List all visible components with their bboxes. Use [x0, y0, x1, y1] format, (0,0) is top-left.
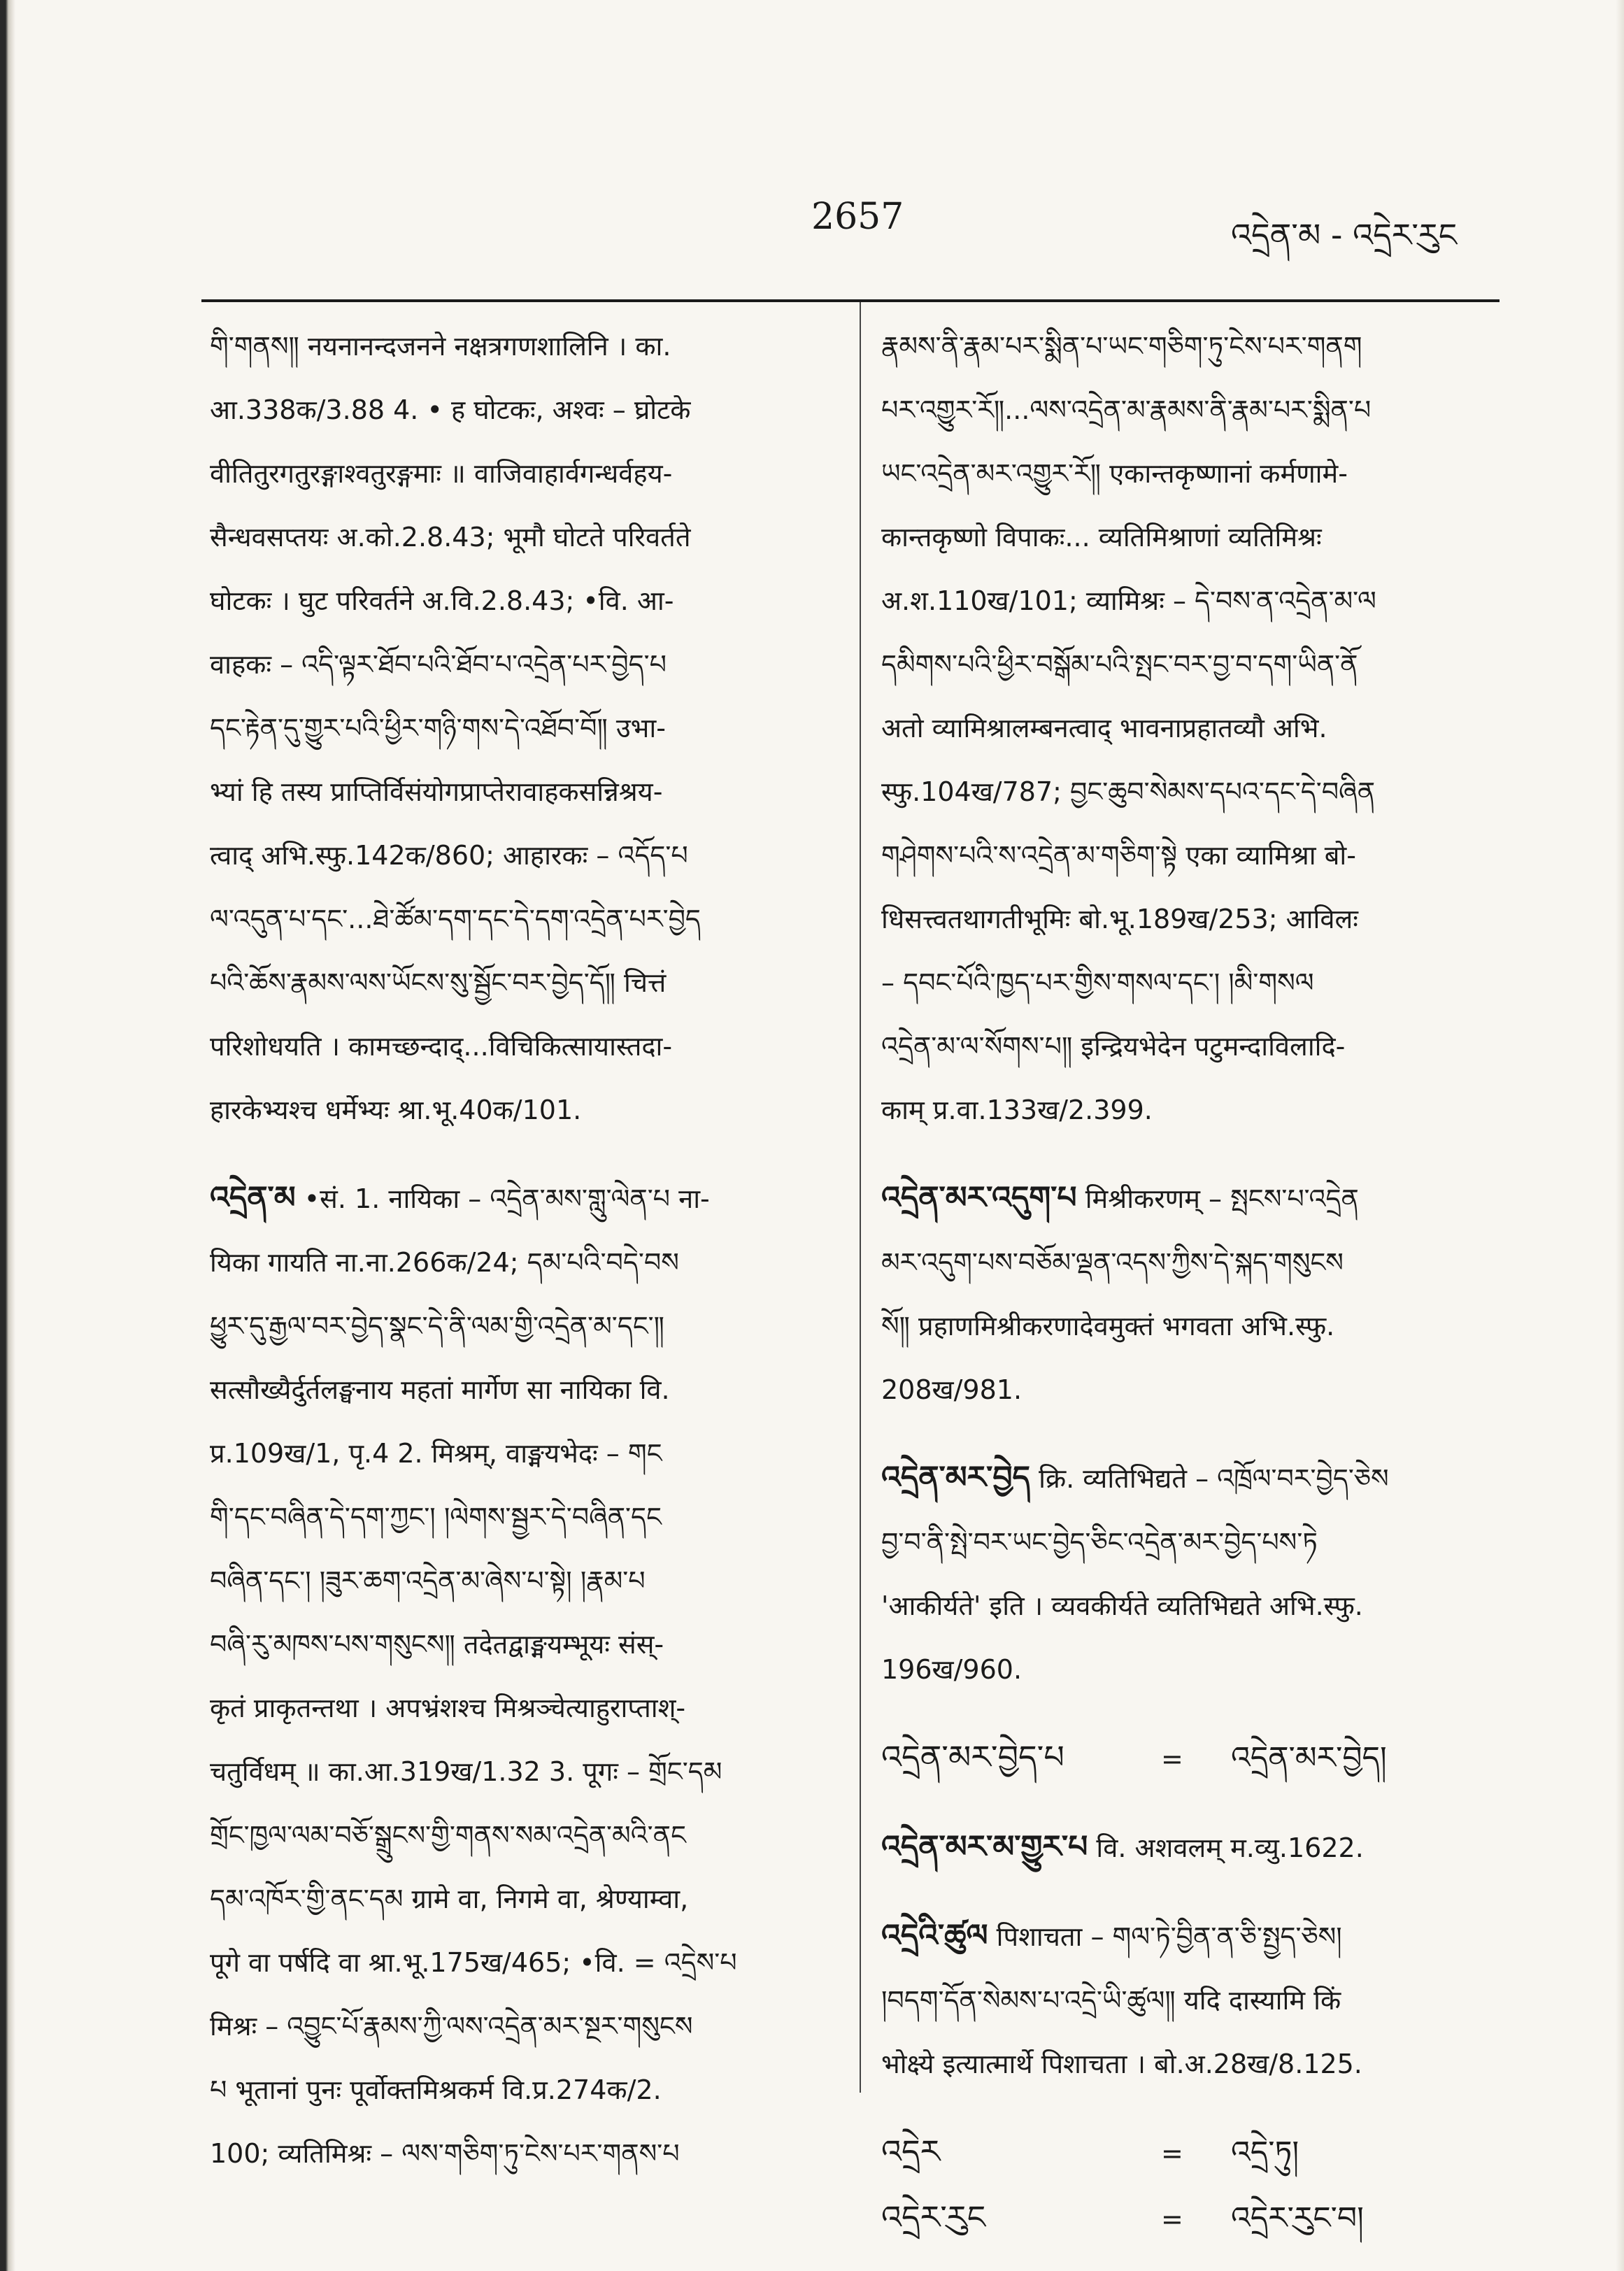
entry-headword: འདྲེར [881, 2133, 941, 2170]
text-line: 'आकीर्यते' इति । व्यवकीर्यते व्यतिभिद्यते अभि.स्फु. [881, 1590, 1363, 1621]
entry-text: •सं. 1. नायिका – འདྲེན་མས་གླུ་ལེན་པ ना- [304, 1183, 710, 1214]
text-line: घोटकः । घुट परिवर्तने अ.वि.2.8.43; •वि. आ- [210, 585, 674, 616]
dictionary-entry [210, 1166, 846, 2186]
entry-headword: འདྲེར་ཪུང [881, 2198, 986, 2236]
text-line: धिसत्त्वतथागतीभूमिः बो.भू.189ख/253; आविलः [881, 904, 1358, 934]
text-line: प्र.109ख/1, पृ.4 2. मिश्रम्, वाङ्मयभेदः – གང [210, 1438, 662, 1469]
text-line: कान्तकृष्णो विपाकः... व्यतिमिश्राणां व्यतिमिश्रः [881, 522, 1322, 553]
cross-reference-target: འདྲེ་ཏུ། [1231, 2135, 1299, 2170]
cross-reference-entry [881, 2120, 1497, 2186]
text-line [881, 1446, 1497, 1511]
column-divider [860, 302, 861, 2093]
continuation-block [210, 315, 846, 1142]
scan-right-edge [1616, 0, 1624, 2271]
text-line: परिशोधयति । कामच्छन्दाद्...विचिकित्सायास्तदा- [210, 1031, 673, 1062]
running-head: འདྲེན་མ - འདྲེར་ཪུང [1231, 216, 1458, 254]
text-line [881, 1904, 1497, 1969]
dictionary-entry [881, 1815, 1497, 1880]
dictionary-entry [881, 1446, 1497, 1702]
entry-headword: འདྲེན་མར་བྱེད་པ [881, 1738, 1064, 1776]
text-line: अतो व्यामिश्रालम्बनत्वाद् भावनाप्रहातव्यौ अभि. [881, 713, 1327, 743]
entry-text: मिश्रीकरणम् – སྤངས་པ་འདྲེན [1085, 1183, 1359, 1214]
text-line: དམིགས་པའི་ཕྱིར་བསྒོམ་པའི་སྤང་བར་བྱ་བ་དག་ཡིན་ནོ [881, 649, 1358, 680]
cross-reference-entry [881, 2186, 1497, 2251]
scan-binding-edge [0, 0, 15, 2271]
text-line: भ्यां हि तस्य प्राप्तिर्विसंयोगप्राप्तेरावाहकसन्निश्रय- [210, 776, 663, 807]
right-column [881, 315, 1497, 2251]
equals-sign: = [1161, 2138, 1183, 2169]
text-line: 100; व्यतिमिश्रः – ལས་གཅིག་ཏུ་ངེས་པར་གནས་པ [210, 2138, 680, 2169]
text-line: चतुर्विधम् ॥ का.आ.319ख/1.32 3. पूगः – གྲོང་དམ [210, 1756, 722, 1787]
text-line: དང་རྟེན་དུ་གྱུར་པའི་ཕྱིར་གཉི་གས་དེ་འཐོབ་བོ༎ उभा- [210, 713, 666, 743]
entry-text: वि. अशवलम् म.व्यु.1622. [1096, 1832, 1364, 1863]
text-line: यिका गायति ना.ना.266क/24; དམ་པའི་བདེ་བས [210, 1247, 679, 1278]
entry-headword: འདྲེན་མར་བྱེད [881, 1460, 1031, 1495]
text-line: གཤེགས་པའི་ས་འདྲེན་མ་གཅིག་སྟེ एका व्यामिश्रा बो- [881, 840, 1356, 871]
text-line: कृतं प्राकृतन्तथा । अपभ्रंशश्च मिश्रञ्चेत्याहुराप्ताश्- [210, 1693, 686, 1723]
text-line: सत्सौख्यैर्दुर्तलङ्घनाय महतां मार्गेण सा नायिका वि. [210, 1374, 670, 1405]
text-line: 196ख/960. [881, 1654, 1023, 1685]
text-line: सैन्धवसप्तयः अ.को.2.8.43; भूमौ घोटते परिवर्तते [210, 522, 691, 553]
text-line: །བདག་དོན་སེམས་པ་འདྲེ་ཡི་ཚུལ༎ यदि दास्यामि किं [881, 1985, 1341, 2016]
text-line: वाहकः – འདི་ལྟར་ཐོབ་པའི་ཐོབ་པ་འདྲེན་པར་བྱེད་པ [210, 649, 667, 680]
text-line: མར་འདུག་པས་བཅོམ་ལྡན་འདས་ཀྱིས་དེ་སྐད་གསུངས [881, 1247, 1344, 1278]
text-line: स्फु.104ख/787; བྱང་ཆུབ་སེམས་དཔའ་དང་དེ་བཞིན [881, 776, 1376, 807]
text-line: དམ་འཁོར་གྱི་ནང་དམ ग्रामे वा, निगमे वा, श्रेण्याम्वा, [210, 1884, 689, 1914]
entry-headword: འདྲེན་མ [210, 1180, 296, 1216]
left-column [210, 315, 846, 2186]
cross-reference-entry [881, 1725, 1497, 1791]
entry-text: क्रि. व्यतिभिद्यते – འཁྲོལ་བར་བྱེད་ཅེས [1039, 1463, 1389, 1494]
text-line: पूगे वा पर्षदि वा श्रा.भू.175ख/465; •वि. = འདྲེས་པ [210, 1947, 737, 1978]
text-line: བཞིན་དང་། །ཟུར་ཆག་འདྲེན་མ་ཞེས་པ་སྟེ། །རྣམ་པ [210, 1565, 646, 1596]
text-line: ཕྱུར་དུ་རྒྱལ་བར་བྱེད་སྣང་དེ་ནི་ལམ་གྱི་འདྲེན་མ་དང་༎ [210, 1311, 664, 1341]
cross-reference-target: འདྲེན་མར་བྱེད། [1231, 1740, 1387, 1776]
text-line: གི་གནས༎ नयनानन्दजनने नक्षत्रगणशालिनि । का. [210, 331, 671, 362]
continuation-block [881, 315, 1497, 1142]
text-line: བྱ་བ་ནི་སྤེ་བར་ཡང་བྱེད་ཅིང་འདྲེན་མར་བྱེད་པས་ཏེ [881, 1527, 1318, 1558]
text-line: ལ་འདུན་པ་དང་...ཐེ་ཚོམ་དག་དང་དེ་དག་འདྲེན་པར་བྱེད [210, 904, 701, 934]
dictionary-entry [881, 1166, 1497, 1422]
text-line: པ भूतानां पुनः पूर्वोक्तमिश्रकर्म वि.प्र.274क/2. [210, 2074, 662, 2105]
header-rule [201, 299, 1500, 302]
text-line: རྣམས་ནི་རྣམ་པར་སྨིན་པ་ཡང་གཅིག་ཏུ་ངེས་པར་གནག [881, 331, 1362, 362]
text-line: भोक्ष्ये इत्यात्मार्थे पिशाचता । बो.अ.28ख/8.125. [881, 2049, 1362, 2079]
text-line: वीतितुरगतुरङ्गाश्वतुरङ्गमाः ॥ वाजिवाहार्वगन्धर्वहय- [210, 458, 673, 489]
text-line: གི་དང་བཞིན་དེ་དག་ཀྱང་། །ལེགས་སྦྱར་དེ་བཞིན་དང [210, 1502, 662, 1532]
text-line: मिश्रः – འབྱུང་པོ་རྣམས་ཀྱི་ལས་འདྲེན་མར་སྔར་གསུངས [210, 2011, 693, 2042]
text-line: अ.श.110ख/101; व्यामिश्रः – དེ་བས་ན་འདྲེན་མ་ལ [881, 585, 1376, 616]
dictionary-entry [881, 1904, 1497, 2096]
text-line: ཡང་འདྲེན་མར་འགྱུར་རོ༎ एकान्तकृष्णानां कर्मणामे- [881, 458, 1348, 489]
text-line: པའི་ཆོས་རྣམས་ལས་ཡོངས་སུ་སྦྱོང་བར་བྱེད་དོ༎ चित्तं [210, 967, 667, 998]
entry-headword: འདྲེན་མར་འདུག་པ [881, 1180, 1077, 1216]
text-line: པར་འགྱུར་རོ༎...ལས་འདྲེན་མ་རྣམས་ནི་རྣམ་པར་སྨིན་པ [881, 394, 1372, 425]
text-line: आ.338क/3.88 4. • ह घोटकः, अश्वः – घ्रोटके [210, 394, 691, 425]
text-line: काम् प्र.वा.133ख/2.399. [881, 1095, 1153, 1125]
equals-sign: = [1161, 2204, 1183, 2235]
text-line: त्वाद् अभि.स्फु.142क/860; आहारकः – འདོད་པ [210, 840, 688, 871]
text-line: གྲོང་ཁྱལ་ལམ་བཅོ་སྒྲུངས་གྱི་གནས་སམ་འདྲེན་མའི་ནང [210, 1820, 686, 1851]
text-line: – དབང་པོའི་ཁྱད་པར་གྱིས་གསལ་དང་། །མི་གསལ [881, 967, 1314, 998]
cross-reference-target: འདྲེར་ཪུང་བ། [1231, 2200, 1364, 2236]
text-line: हारकेभ्यश्च धर्मेभ्यः श्रा.भू.40क/101. [210, 1095, 582, 1125]
text-line [881, 1166, 1497, 1231]
entry-headword: འདྲེའི་ཚུལ [881, 1918, 988, 1953]
text-line [210, 1166, 846, 1231]
page-number: 2657 [811, 196, 904, 238]
entry-headword: འདྲེན་མར་མ་གྱུར་པ [881, 1829, 1088, 1865]
text-line: 208ख/981. [881, 1374, 1023, 1405]
equals-sign: = [1161, 1744, 1183, 1774]
text-line: བཞི་རུ་མཁས་པས་གསུངས༎ तदेतद्वाङ्मयम्भूयः संस्- [210, 1629, 664, 1660]
entry-text: पिशाचता – གལ་ཏེ་བྱིན་ན་ཅི་སྤྱད་ཅེས། [996, 1921, 1342, 1952]
text-line: འདྲེན་མ་ལ་སོགས་པ༎ इन्द्रियभेदेन पटुमन्दाविलादि- [881, 1031, 1346, 1062]
text-line: སོ༎ प्रहाणमिश्रीकरणादेवमुक्तं भगवता अभि.स्फु. [881, 1311, 1335, 1341]
